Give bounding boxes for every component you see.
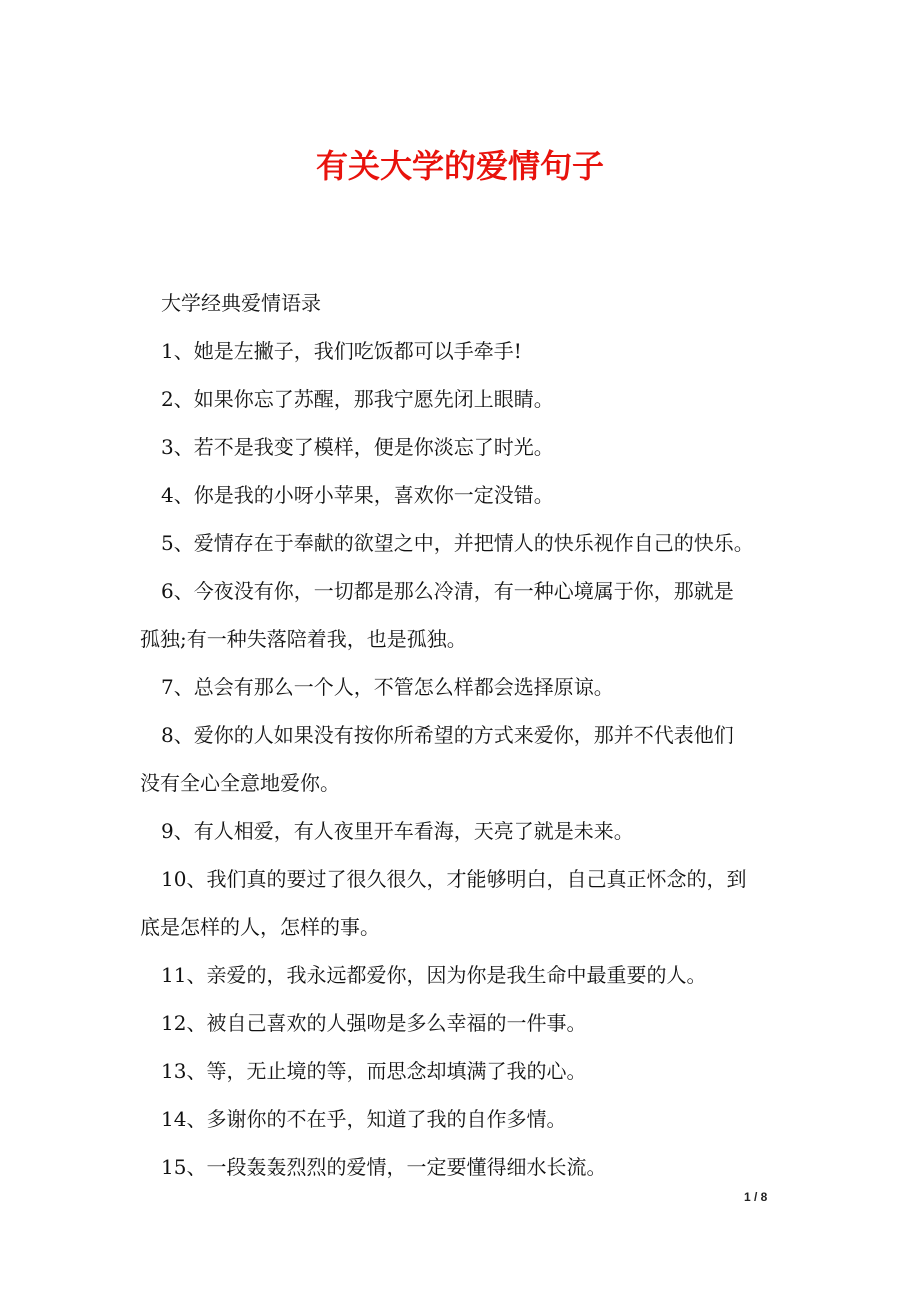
item-line: 10、我们真的要过了很久很久，才能够明白，自己真正怀念的，到 [161,867,747,891]
item-line: 12、被自己喜欢的人强吻是多么幸福的一件事。 [161,1011,587,1035]
item-line: 13、等，无止境的等，而思念却填满了我的心。 [161,1059,587,1083]
document-title: 有关大学的爱情句子 [315,147,604,185]
list-item [140,1095,790,1143]
page-number: 1 / 8 [744,1190,768,1204]
list-item [140,327,790,375]
list-item [140,471,790,519]
list-item [140,423,790,471]
item-line: 14、多谢你的不在乎，知道了我的自作多情。 [161,1107,567,1131]
item-line: 1、她是左撇子，我们吃饭都可以手牵手! [161,339,522,363]
item-line: 2、如果你忘了苏醒，那我宁愿先闭上眼睛。 [161,387,554,411]
item-line: 15、一段轰轰烈烈的爱情，一定要懂得细水长流。 [161,1155,607,1179]
document-body [140,279,790,1191]
list-item [140,807,790,855]
item-line: 11、亲爱的，我永远都爱你，因为你是我生命中最重要的人。 [161,963,707,987]
list-item [140,375,790,423]
section-heading: 大学经典爱情语录 [161,291,321,315]
item-line: 6、今夜没有你，一切都是那么冷清，有一种心境属于你，那就是 [161,579,734,603]
list-item [140,711,790,807]
item-line: 8、爱你的人如果没有按你所希望的方式来爱你，那并不代表他们 [161,723,734,747]
item-line: 5、爱情存在于奉献的欲望之中，并把情人的快乐视作自己的快乐。 [161,531,754,555]
list-item [140,663,790,711]
item-line-continued: 底是怎样的人，怎样的事。 [140,915,380,939]
list-item [140,1047,790,1095]
list-item [140,1143,790,1191]
list-item [140,567,790,663]
list-item [140,951,790,999]
list-item [140,519,790,567]
list-item [140,855,790,951]
item-line-continued: 孤独;有一种失落陪着我，也是孤独。 [140,627,467,651]
item-line: 9、有人相爱，有人夜里开车看海，天亮了就是未来。 [161,819,634,843]
item-line-continued: 没有全心全意地爱你。 [140,771,340,795]
item-line: 4、你是我的小呀小苹果，喜欢你一定没错。 [161,483,554,507]
item-line: 7、总会有那么一个人，不管怎么样都会选择原谅。 [161,675,614,699]
item-line: 3、若不是我变了模样，便是你淡忘了时光。 [161,435,554,459]
list-item [140,999,790,1047]
